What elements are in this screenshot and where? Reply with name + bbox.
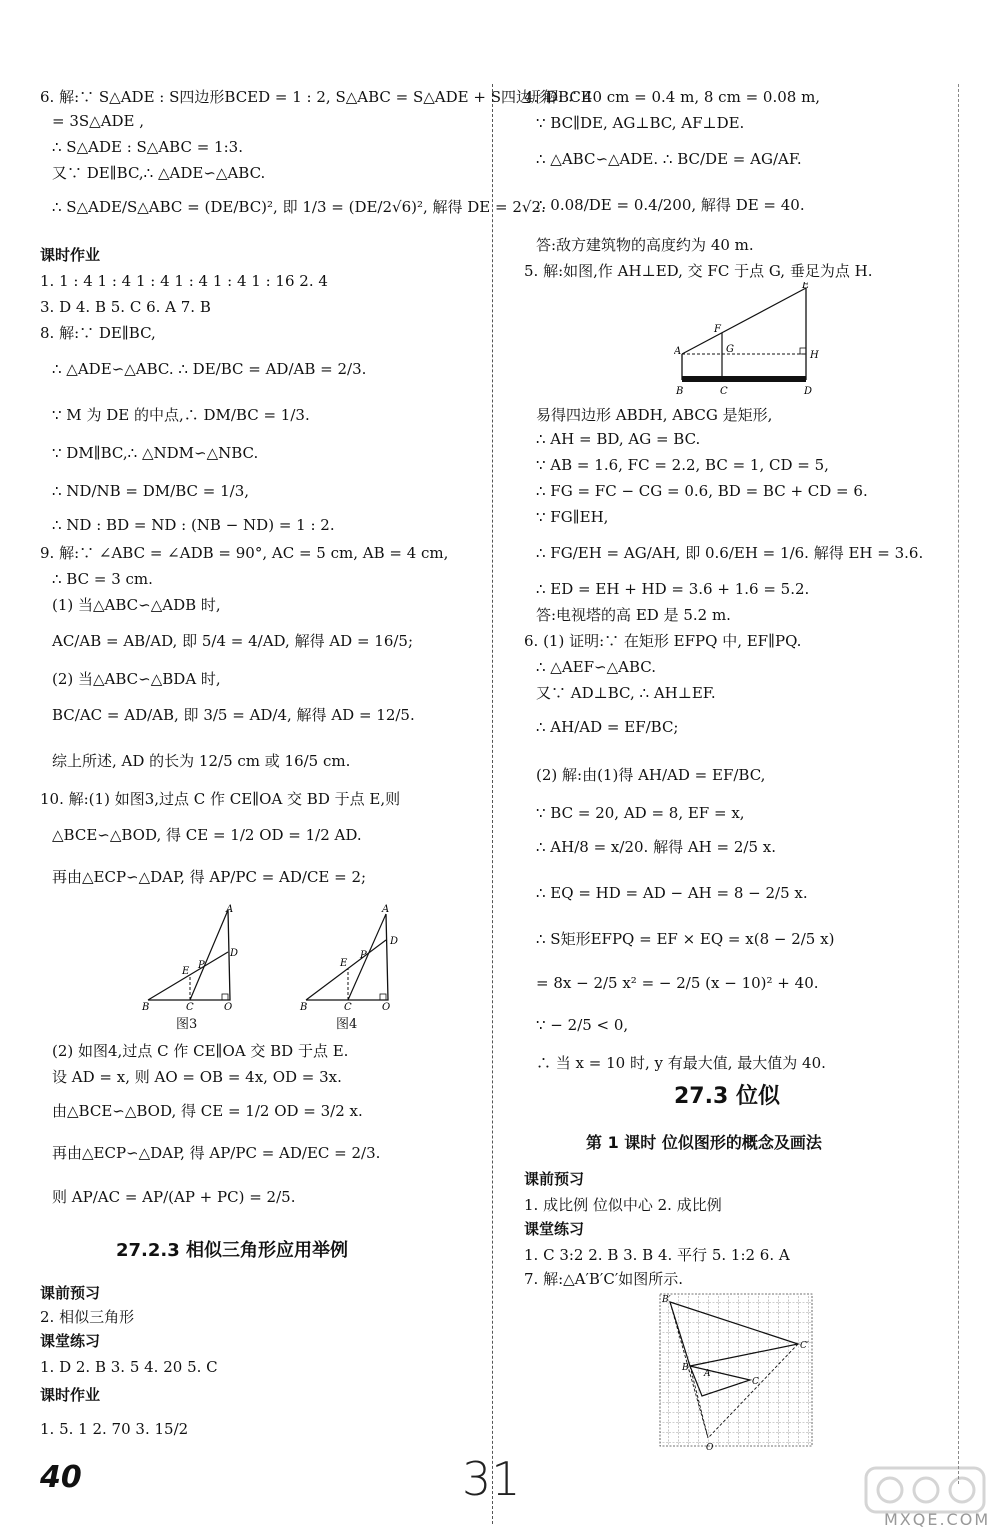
heading-kszy-left: 课时作业 xyxy=(40,1386,101,1404)
svg-text:D: D xyxy=(804,386,813,397)
r6-line-4: ∴ AH/AD = EF/BC; xyxy=(536,718,679,736)
svg-text:A: A xyxy=(382,904,390,915)
r5-line-3: ∴ AH = BD, AG = BC. xyxy=(536,430,701,448)
svg-text:B: B xyxy=(676,386,684,397)
r4-line-5: 答:敌方建筑物的高度约为 40 m. xyxy=(536,236,754,254)
p10-line-2: △BCE∽△BOD, 得 CE = 1/2 OD = 1/2 AD. xyxy=(52,826,362,844)
p9-line-1: 9. 解:∵ ∠ABC = ∠ADB = 90°, AC = 5 cm, AB = 4 cm, xyxy=(40,544,449,562)
r4-line-4: ∴ 0.08/DE = 0.4/200, 解得 DE = 40. xyxy=(536,196,805,214)
r6-line-1: 6. (1) 证明:∵ 在矩形 EFPQ 中, EF∥PQ. xyxy=(524,632,802,650)
kqyx-right-answers: 1. 成比例 位似中心 2. 成比例 xyxy=(524,1196,722,1214)
p6-line-3: ∴ S△ADE : S△ABC = 1:3. xyxy=(52,138,243,156)
r6-line-6: ∵ BC = 20, AD = 8, EF = x, xyxy=(536,804,745,822)
svg-text:G: G xyxy=(726,344,734,355)
figure-homothety-grid xyxy=(658,1292,818,1452)
r5-line-9: 答:电视塔的高 ED 是 5.2 m. xyxy=(536,606,731,624)
page-number: 40 xyxy=(40,1460,82,1495)
svg-text:A: A xyxy=(226,904,234,915)
svg-text:O: O xyxy=(382,1002,391,1013)
answers-3: 3. D 4. B 5. C 6. A 7. B xyxy=(40,298,211,316)
lesson-title-1: 第 1 课时 位似图形的概念及画法 xyxy=(586,1133,822,1152)
p6-line-4: 又∵ DE∥BC,∴ △ADE∽△ABC. xyxy=(52,164,266,182)
section-title-27-3: 27.3 位似 xyxy=(674,1084,780,1109)
r5-line-1: 5. 解:如图,作 AH⊥ED, 交 FC 于点 G, 垂足为点 H. xyxy=(524,262,873,280)
svg-text:C: C xyxy=(344,1002,352,1013)
r5-line-2: 易得四边形 ABDH, ABCG 是矩形, xyxy=(536,406,773,424)
p8-line-3: ∵ M 为 DE 的中点,∴ DM/BC = 1/3. xyxy=(52,406,310,424)
p10-line-8: 则 AP/AC = AP/(AP + PC) = 2/5. xyxy=(52,1188,296,1206)
r5-line-8: ∴ ED = EH + HD = 3.6 + 1.6 = 5.2. xyxy=(536,580,810,598)
ktlx-right-q7: 7. 解:△A′B′C′如图所示. xyxy=(524,1270,683,1288)
p10-line-1: 10. 解:(1) 如图3,过点 C 作 CE∥OA 交 BD 于点 E,则 xyxy=(40,790,401,808)
handwritten-number: 31 xyxy=(462,1452,521,1506)
p10-line-4: (2) 如图4,过点 C 作 CE∥OA 交 BD 于点 E. xyxy=(52,1042,349,1060)
r6-line-5: (2) 解:由(1)得 AH/AD = EF/BC, xyxy=(536,766,766,784)
figure-3-diagram xyxy=(141,904,238,1013)
svg-text:P: P xyxy=(198,960,205,971)
svg-text:O: O xyxy=(224,1002,233,1013)
svg-text:C: C xyxy=(186,1002,194,1013)
svg-text:C′: C′ xyxy=(800,1341,809,1351)
r6-line-3: 又∵ AD⊥BC, ∴ AH⊥EF. xyxy=(536,684,716,702)
answers-1: 1. 1 : 4 1 : 4 1 : 4 1 : 4 1 : 4 1 : 16 2. 4 xyxy=(40,272,328,290)
p8-line-4: ∵ DM∥BC,∴ △NDM∽△NBC. xyxy=(52,444,259,462)
svg-text:O: O xyxy=(706,1443,714,1452)
r6-line-2: ∴ △AEF∽△ABC. xyxy=(536,658,656,676)
p9-line-2: ∴ BC = 3 cm. xyxy=(52,570,153,588)
r5-line-4: ∵ AB = 1.6, FC = 2.2, BC = 1, CD = 5, xyxy=(536,456,829,474)
p8-line-6: ∴ ND : BD = ND : (NB − ND) = 1 : 2. xyxy=(52,516,335,534)
heading-kqyx-left: 课前预习 xyxy=(40,1284,101,1302)
r5-line-6: ∵ FG∥EH, xyxy=(536,508,609,526)
r6-line-12: ∴ 当 x = 10 时, y 有最大值, 最大值为 40. xyxy=(536,1054,826,1072)
p10-line-5: 设 AD = x, 则 AO = OB = 4x, OD = 3x. xyxy=(52,1068,342,1086)
r6-line-11: ∵ − 2/5 < 0, xyxy=(536,1016,629,1034)
svg-text:D: D xyxy=(230,948,239,959)
svg-text:F: F xyxy=(714,324,721,335)
r4-line-3: ∴ △ABC∽△ADE. ∴ BC/DE = AG/AF. xyxy=(536,150,802,168)
heading-ktlx-right: 课堂练习 xyxy=(524,1220,585,1238)
p10-line-6: 由△BCE∽△BOD, 得 CE = 1/2 OD = 3/2 x. xyxy=(52,1102,363,1120)
svg-text:B′: B′ xyxy=(662,1295,671,1305)
p9-line-4: AC/AB = AB/AD, 即 5/4 = 4/AD, 解得 AD = 16/5; xyxy=(52,632,414,650)
svg-text:C: C xyxy=(752,1377,759,1387)
r5-line-5: ∴ FG = FC − CG = 0.6, BD = BC + CD = 6. xyxy=(536,482,868,500)
svg-text:E: E xyxy=(182,966,190,977)
svg-text:B: B xyxy=(142,1002,150,1013)
p10-line-7: 再由△ECP∽△DAP, 得 AP/PC = AD/EC = 2/3. xyxy=(52,1144,381,1162)
r6-line-9: ∴ S矩形EFPQ = EF × EQ = x(8 − 2/5 x) xyxy=(536,930,835,948)
svg-text:B: B xyxy=(682,1363,689,1373)
watermark-text: MXQE.COM xyxy=(884,1510,991,1529)
caption-figure-4: 图4 xyxy=(336,1017,358,1032)
svg-text:C: C xyxy=(720,386,728,397)
p6-line-2: = 3S△ADE , xyxy=(52,112,145,130)
p8-line-2: ∴ △ADE∽△ABC. ∴ DE/BC = AD/AB = 2/3. xyxy=(52,360,367,378)
r6-line-10: = 8x − 2/5 x² = − 2/5 (x − 10)² + 40. xyxy=(536,974,819,992)
r4-line-2: ∵ BC∥DE, AG⊥BC, AF⊥DE. xyxy=(536,114,745,132)
p6-line-1: 6. 解:∵ S△ADE : S四边形BCED = 1 : 2, S△ABC = S△ADE + S四边形DBCE xyxy=(40,88,592,106)
kqyx-left-answers: 2. 相似三角形 xyxy=(40,1308,135,1326)
p10-line-3: 再由△ECP∽△DAP, 得 AP/PC = AD/CE = 2; xyxy=(52,868,367,886)
p9-line-5: (2) 当△ABC∽△BDA 时, xyxy=(52,670,221,688)
p8-line-1: 8. 解:∵ DE∥BC, xyxy=(40,324,156,342)
svg-text:E: E xyxy=(340,958,348,969)
p9-line-7: 综上所述, AD 的长为 12/5 cm 或 16/5 cm. xyxy=(52,752,351,770)
heading-kqyx-right: 课前预习 xyxy=(524,1170,585,1188)
p9-line-6: BC/AC = AD/AB, 即 3/5 = AD/4, 解得 AD = 12/5. xyxy=(52,706,415,724)
figure-4-diagram xyxy=(299,904,398,1013)
svg-text:P: P xyxy=(360,950,367,961)
heading-keshi-zuoye: 课时作业 xyxy=(40,246,101,264)
r6-line-7: ∴ AH/8 = x/20. 解得 AH = 2/5 x. xyxy=(536,838,776,856)
svg-text:B: B xyxy=(300,1002,308,1013)
heading-ktlx-left: 课堂练习 xyxy=(40,1332,101,1350)
figure-tv-tower xyxy=(674,282,824,402)
r5-line-7: ∴ FG/EH = AG/AH, 即 0.6/EH = 1/6. 解得 EH = 3.6. xyxy=(536,544,924,562)
r4-line-1: 4. 解:∵ 40 cm = 0.4 m, 8 cm = 0.08 m, xyxy=(524,88,821,106)
p8-line-5: ∴ ND/NB = DM/BC = 1/3, xyxy=(52,482,249,500)
section-title-27-2-3: 27.2.3 相似三角形应用举例 xyxy=(116,1240,349,1261)
margin-rule xyxy=(958,84,959,1484)
svg-text:E: E xyxy=(802,282,810,291)
p6-line-5: ∴ S△ADE/S△ABC = (DE/BC)², 即 1/3 = (DE/2√6)², 解得 DE = 2√2. xyxy=(52,198,546,216)
caption-figure-3: 图3 xyxy=(176,1017,198,1032)
svg-text:A: A xyxy=(704,1369,711,1379)
r6-line-8: ∴ EQ = HD = AD − AH = 8 − 2/5 x. xyxy=(536,884,808,902)
svg-text:H: H xyxy=(810,350,819,361)
svg-text:D: D xyxy=(390,936,399,947)
ktlx-right-answers: 1. C 3:2 2. B 3. B 4. 平行 5. 1:2 6. A xyxy=(524,1246,790,1264)
svg-text:A: A xyxy=(674,346,682,357)
ktlx-left-answers: 1. D 2. B 3. 5 4. 20 5. C xyxy=(40,1358,218,1376)
p9-line-3: (1) 当△ABC∽△ADB 时, xyxy=(52,596,221,614)
column-divider xyxy=(492,84,493,1524)
kszy-left-answers: 1. 5. 1 2. 70 3. 15/2 xyxy=(40,1420,189,1438)
